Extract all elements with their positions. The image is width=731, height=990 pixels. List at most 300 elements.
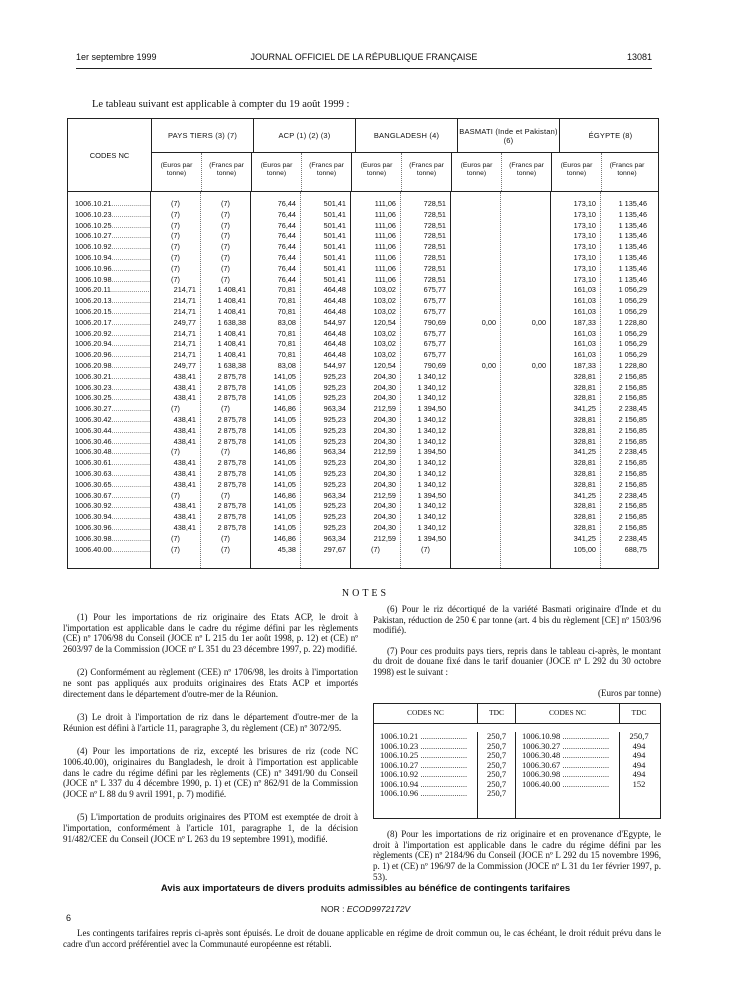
value-cell: 464,48 [323,296,346,306]
value-cell: (7) [221,274,230,284]
tdc-code-cell: 1006.10.94 ..... [374,780,477,790]
code-cell: 1006.30.65 ..... [68,480,150,491]
value-cell: 141,05 [273,479,296,489]
value-cell: 925,23 [323,458,346,468]
value-cell: 111,06 [374,263,396,273]
value-cell [501,447,550,458]
value-cell: (7) [171,252,180,262]
group-header-bangladesh: BANGLADESH (4) [356,119,458,152]
value-cell: 728,51 [423,263,446,273]
tdc-value-cell: 494 [632,759,646,770]
value-cell: 76,44 [277,263,296,273]
value-cell: 204,30 [373,522,396,532]
value-cell: 328,81 [573,468,596,478]
value-cell [501,469,550,480]
tdc-right-values [620,732,658,818]
value-cell: 173,10 [573,252,596,262]
unit-euros: (Euros par tonne) [152,153,202,191]
value-cell [501,350,550,361]
code-cell: 1006.10.25 ..... [68,221,150,232]
value-cell [501,221,550,232]
value-cell: 501,41 [323,220,346,230]
value-cell: 675,77 [423,296,446,306]
value-cell: 141,05 [273,436,296,446]
value-cell: 544,97 [323,360,346,370]
value-cell: 214,71 [173,296,196,306]
value-cell [451,491,500,502]
unit-euros: (Euros par tonne) [252,153,302,191]
value-cell [501,372,550,383]
tdc-value-cell: 250,7 [486,750,507,761]
value-cell: 2 875,78 [217,393,246,403]
value-cell: 173,10 [573,231,596,241]
value-cell: (7) [221,220,230,230]
value-cell: 1 056,29 [618,296,647,306]
code-cell: 1006.10.23 ..... [68,210,150,221]
value-cell: 1 135,46 [618,209,647,219]
value-cell: (7) [171,544,180,554]
value-cell [451,415,500,426]
value-cell: 141,05 [273,458,296,468]
value-cell: 2 238,45 [618,404,647,414]
header-rule [76,68,652,69]
value-cell: 925,23 [323,382,346,392]
value-cell: 187,33 [573,360,596,370]
value-cell: 111,06 [374,231,396,241]
value-cell: 790,69 [423,317,446,327]
value-cell: 1 340,12 [417,468,446,478]
value-cell: 2 875,78 [217,436,246,446]
value-cell: 70,81 [277,285,296,295]
value-cell [451,350,500,361]
value-cell: 204,30 [373,468,396,478]
value-cell: 173,10 [573,199,596,208]
value-column [451,192,501,568]
value-cell: 45,38 [277,544,296,554]
code-cell: 1006.10.98 ..... [68,275,150,286]
value-cell: (7) [221,544,230,554]
code-cell: 1006.20.94 ..... [68,339,150,350]
value-cell: (7) [171,533,180,543]
value-cell: 438,41 [173,393,196,403]
value-cell: 70,81 [277,328,296,338]
code-cell: 1006.10.96 ..... [68,264,150,275]
code-cell: 1006.20.92 ..... [68,329,150,340]
value-cell: 0,00 [481,360,496,370]
tdc-code-cell: 1006.10.23 ..... [374,742,477,752]
code-cell: 1006.30.67 ..... [68,491,150,502]
value-cell: 111,06 [374,199,396,208]
value-column [251,192,301,568]
value-cell: 249,77 [173,317,196,327]
value-cell: 103,02 [373,285,396,295]
table-group-header-row [68,119,658,153]
value-cell: 341,25 [573,490,596,500]
value-cell: 1 408,41 [217,328,246,338]
value-cell: 0,00 [531,360,546,370]
value-cell: 2 875,78 [217,414,246,424]
value-cell: 103,02 [373,339,396,349]
tdc-value-cell: 250,7 [486,740,507,751]
value-cell: 161,03 [573,328,596,338]
value-cell: 2 875,78 [217,458,246,468]
value-cell: 1 638,38 [217,317,246,327]
value-cell: 501,41 [323,274,346,284]
tdc-header-row [374,704,660,724]
value-cell: 1 340,12 [417,501,446,511]
value-cell: 120,54 [373,317,396,327]
value-cell [501,296,550,307]
value-cell: 214,71 [173,328,196,338]
value-cell: 925,23 [323,371,346,381]
value-cell: 173,10 [573,274,596,284]
value-cell: 963,34 [323,533,346,543]
value-cell: 1 135,46 [618,252,647,262]
value-cell [501,264,550,275]
note-1: (1) Pour les importations de riz originaire des Etats ACP, le droit à l'importation est applicable dans le cadre du régime défini par les règlements (CE) nº 1706/98 du Conseil (JOCE nº L 215 du 1er août 1998, p. 12) et (CE) nº 2603/97 de la Commission (JOCE nº L 351 du 23 décembre 1997, p. 22) modifié. [63,612,358,654]
code-cell: 1006.10.27 ..... [68,231,150,242]
value-cell: 2 875,78 [217,501,246,511]
unit-euros: (Euros par tonne) [552,153,602,191]
value-cell: 141,05 [273,522,296,532]
code-cell: 1006.30.25 ..... [68,393,150,404]
tdc-value-cell: 250,7 [629,731,649,742]
value-cell: 204,30 [373,382,396,392]
value-cell: 1 135,46 [618,231,647,241]
value-cell [451,307,500,318]
value-cell: 728,51 [423,199,446,208]
value-cell: 1 056,29 [618,350,647,360]
code-cell: 1006.20.96 ..... [68,350,150,361]
value-cell: 173,10 [573,263,596,273]
note-3: (3) Le droit à l'importation de riz dans le département d'outre-mer de la Réunion est défini à l'article 11, paragraphe 3, du règlement (CE) nº 3072/95. [63,712,358,733]
value-cell [501,404,550,415]
value-cell: 438,41 [173,522,196,532]
value-cell: 105,00 [573,544,596,554]
tdc-code-cell: 1006.10.92 ..... [374,770,477,780]
value-cell: 2 238,45 [618,490,647,500]
table-unit-header-row [68,153,658,192]
value-cell: 111,06 [374,209,396,219]
code-cell: 1006.40.00 ..... [68,545,150,556]
value-cell: 1 135,46 [618,263,647,273]
value-cell: 2 238,45 [618,533,647,543]
code-cell: 1006.30.23 ..... [68,383,150,394]
value-cell: 204,30 [373,414,396,424]
value-cell: 161,03 [573,296,596,306]
value-cell: 83,08 [277,360,296,370]
value-cell: 2 156,85 [618,393,647,403]
value-cell: 328,81 [573,501,596,511]
value-cell: 120,54 [373,360,396,370]
value-cell: (7) [221,447,230,457]
tdc-value-cell: 250,7 [486,769,507,780]
value-cell: (7) [221,199,230,208]
nor-reference [0,904,731,914]
value-cell: 70,81 [277,306,296,316]
value-cell: 111,06 [374,220,396,230]
value-cell [451,221,500,232]
value-cell: (7) [221,533,230,543]
value-cell: 675,77 [423,350,446,360]
value-cell: 1 340,12 [417,382,446,392]
value-cell [451,426,500,437]
value-cell [501,285,550,296]
value-cell: 161,03 [573,285,596,295]
code-cell: 1006.20.17 ..... [68,318,150,329]
value-cell: 2 156,85 [618,501,647,511]
value-cell: 544,97 [323,317,346,327]
value-cell: 1 340,12 [417,479,446,489]
value-cell: 1 408,41 [217,339,246,349]
value-cell: 204,30 [373,436,396,446]
value-cell [501,307,550,318]
value-cell: 214,71 [173,339,196,349]
value-cell: 1 056,29 [618,285,647,295]
value-cell: 925,23 [323,468,346,478]
value-cell [501,491,550,502]
value-cell [501,480,550,491]
value-column [351,192,401,568]
value-cell [451,231,500,242]
code-cell: 1006.30.44 ..... [68,426,150,437]
value-cell: 212,59 [373,490,396,500]
value-cell: 83,08 [277,317,296,327]
avis-text: Les contingents tarifaires repris ci-après sont épuisés. Le droit de douane applicable en régime de droit commun ou, le cas échéant, le droit réduit prévu dans le cadre d'un accord préférentiel avec la Communauté européenne est rétabli. [63,928,661,949]
value-cell: 1 408,41 [217,285,246,295]
value-cell: 141,05 [273,414,296,424]
value-cell: 925,23 [323,479,346,489]
value-cell: 464,48 [323,350,346,360]
value-cell [501,253,550,264]
tdc-right-codes [516,732,620,818]
value-cell: 161,03 [573,339,596,349]
value-cell [451,437,500,448]
value-cell [501,329,550,340]
value-cell [451,372,500,383]
value-cell: 501,41 [323,252,346,262]
value-cell [501,339,550,350]
value-cell: 464,48 [323,339,346,349]
tdc-header-codes: CODES NC [516,704,620,723]
tdc-value-cell: 250,7 [486,759,507,770]
value-cell: 675,77 [423,285,446,295]
value-cell: 2 156,85 [618,458,647,468]
value-cell: 1 135,46 [618,220,647,230]
tdc-code-cell: 1006.30.98 ..... [516,770,619,780]
value-cell: 925,23 [323,414,346,424]
value-cell: 675,77 [423,339,446,349]
tdc-code-cell: 1006.10.27 ..... [374,761,477,771]
tdc-value-cell: 152 [632,778,646,789]
value-cell: 2 156,85 [618,468,647,478]
value-cell: 1 056,29 [618,328,647,338]
value-cell: 1 340,12 [417,414,446,424]
tdc-code-cell: 1006.30.67 ..... [516,761,619,771]
value-cell: (7) [171,199,180,208]
code-cell: 1006.20.98 ..... [68,361,150,372]
value-cell: 2 156,85 [618,382,647,392]
value-cell: 438,41 [173,501,196,511]
value-cell: 328,81 [573,436,596,446]
value-cell [501,383,550,394]
value-cell: (7) [221,490,230,500]
value-cell: 146,86 [273,490,296,500]
table-body [68,192,658,568]
value-cell: 70,81 [277,296,296,306]
value-cell: 464,48 [323,306,346,316]
value-cell: (7) [221,242,230,252]
value-cell: 146,86 [273,533,296,543]
value-cell [451,210,500,221]
value-cell: 70,81 [277,339,296,349]
value-cell: 76,44 [277,252,296,262]
value-cell: 963,34 [323,490,346,500]
code-cell: 1006.30.63 ..... [68,469,150,480]
value-cell: 328,81 [573,393,596,403]
value-cell: 728,51 [423,209,446,219]
tdc-code-cell: 1006.10.21 ..... [374,732,477,742]
code-cell: 1006.30.21 ..... [68,372,150,383]
code-cell: 1006.30.42 ..... [68,415,150,426]
value-cell: 328,81 [573,414,596,424]
value-cell: 2 875,78 [217,382,246,392]
value-cell: 214,71 [173,350,196,360]
value-cell: 204,30 [373,501,396,511]
value-cell: 76,44 [277,231,296,241]
value-cell: 2 156,85 [618,371,647,381]
value-cell: 103,02 [373,296,396,306]
value-column [601,192,651,568]
value-cell: 1 056,29 [618,339,647,349]
value-cell: 1 340,12 [417,512,446,522]
value-cell [501,426,550,437]
value-cell: 728,51 [423,231,446,241]
value-cell [501,512,550,523]
value-column [201,192,251,568]
code-cell: 1006.30.46 ..... [68,437,150,448]
value-cell: 249,77 [173,360,196,370]
value-cell: 328,81 [573,425,596,435]
tdc-header-tdc: TDC [631,708,647,718]
value-cell [451,545,500,556]
value-cell: 438,41 [173,458,196,468]
tdc-code-cell: 1006.40.00 ..... [516,780,619,790]
value-cell: 214,71 [173,285,196,295]
value-cell: 2 238,45 [618,447,647,457]
unit-euros: (Euros par tonne) [452,153,502,191]
tdc-code-cell: 1006.30.27 ..... [516,742,619,752]
code-cell: 1006.20.13 ..... [68,296,150,307]
tdc-value-cell: 250,7 [486,778,507,789]
value-cell [451,469,500,480]
value-cell: 328,81 [573,371,596,381]
value-cell: 141,05 [273,468,296,478]
tdc-table [373,703,661,819]
value-cell: 925,23 [323,425,346,435]
value-cell: 925,23 [323,512,346,522]
value-cell: 728,51 [423,242,446,252]
value-cell: (7) [171,220,180,230]
value-cell: 297,67 [323,544,346,554]
note-2: (2) Conformément au règlement (CEE) nº 1706/98, les droits à l'importation ne sont pas appliqués aux produits originaires des Etats ACP et importés directement dans le département d'outre-mer de la Réunion. [63,667,358,699]
group-header-acp: ACP (1) (2) (3) [254,119,356,152]
value-cell: 2 156,85 [618,425,647,435]
value-cell [501,458,550,469]
value-cell: (7) [171,209,180,219]
value-cell: 328,81 [573,458,596,468]
value-cell [451,264,500,275]
note-8: (8) Pour les importations de riz originaire et en provenance d'Egypte, le droit à l'importation est applicable dans le cadre du régime défini par les règlements (CE) nº 2184/96 du Conseil (JOCE nº L 292 du 15 novembre 1996, p. 1) et (CE) nº 196/97 de la Commission (JOCE nº L 31 du 1er février 1997, p. 53). [373,829,661,882]
value-cell: 1 340,12 [417,436,446,446]
value-cell: 0,00 [531,317,546,327]
value-cell: 1 340,12 [417,371,446,381]
value-cell: 2 156,85 [618,479,647,489]
unit-francs: (Francs par tonne) [402,153,452,191]
value-cell: 438,41 [173,414,196,424]
value-cell [451,447,500,458]
value-cell: 438,41 [173,371,196,381]
tdc-header-tdc: TDC [478,704,516,723]
value-cell: 173,10 [573,242,596,252]
value-cell: 161,03 [573,306,596,316]
tdc-value-cell: 250,7 [486,731,507,742]
value-cell [451,275,500,286]
note-6: (6) Pour le riz décortiqué de la variété Basmati originaire d'Inde et du Pakistan, réduction de 250 € par tonne (art. 4 bis du règlement [CE] nº 1503/96 modifié). [373,604,661,636]
codes-nc-header: CODES NC [68,119,151,191]
note-5: (5) L'importation de produits originaires des PTOM est exemptée de droit à l'importation, conformément à l'article 101, paragraphe 1, de la décision 91/482/CEE du Conseil (JOCE nº L 263 du 19 septembre 1991), modifié. [63,812,358,844]
value-cell: 464,48 [323,285,346,295]
code-cell: 1006.30.92 ..... [68,501,150,512]
avis-title: Avis aux importateurs de divers produits admissibles au bénéfice de contingents tarifaires [160,883,571,894]
value-cell: 464,48 [323,328,346,338]
tdc-value-cell: 494 [632,769,646,780]
value-cell: 1 340,12 [417,393,446,403]
value-cell [451,383,500,394]
value-cell: 141,05 [273,512,296,522]
value-cell: 688,75 [624,544,647,554]
value-cell: 341,25 [573,533,596,543]
value-column [401,192,451,568]
value-cell: 328,81 [573,522,596,532]
value-cell: (7) [171,263,180,273]
value-cell: 1 228,80 [618,360,647,370]
tdc-value-cell: 494 [632,740,646,751]
value-cell: 2 875,78 [217,479,246,489]
value-cell: 146,86 [273,404,296,414]
value-cell: 963,34 [323,404,346,414]
value-cell: 70,81 [277,350,296,360]
value-cell: 438,41 [173,512,196,522]
value-cell [501,545,550,556]
unit-francs: (Francs par tonne) [502,153,552,191]
tdc-left-values [478,732,516,818]
value-column [151,192,201,568]
value-cell: 438,41 [173,425,196,435]
tdc-value-cell: 494 [632,750,646,761]
code-cell: 1006.20.15 ..... [68,307,150,318]
value-cell: (7) [221,404,230,414]
value-column [551,192,601,568]
value-cell: 76,44 [277,242,296,252]
value-cell: 141,05 [273,371,296,381]
value-cell [501,437,550,448]
value-cell: 2 156,85 [618,414,647,424]
group-header-pays-tiers: PAYS TIERS (3) (7) [152,119,254,152]
notes-title: NOTES [341,588,390,599]
value-cell: 1 135,46 [618,242,647,252]
value-column [501,192,551,568]
